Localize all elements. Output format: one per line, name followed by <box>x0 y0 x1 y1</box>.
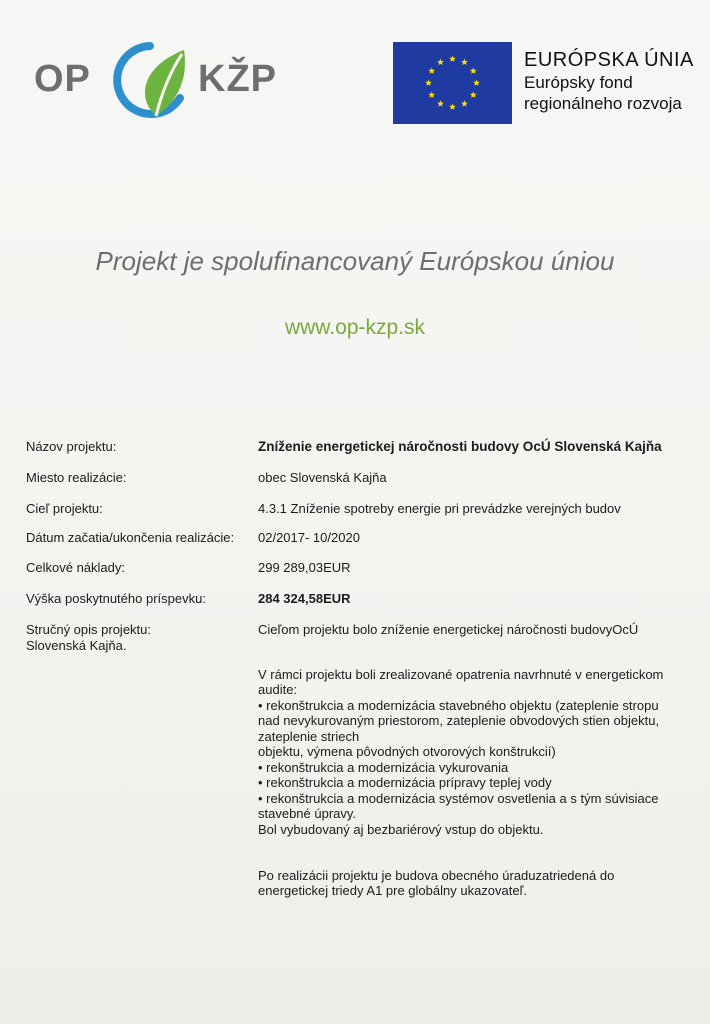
leaf-icon <box>106 36 196 126</box>
detail-label: Výška poskytnutého príspevku: <box>26 591 206 606</box>
detail-value: 4.3.1 Zníženie spotreby energie pri prevádzke verejných budov <box>258 501 621 516</box>
project-description <box>258 651 688 929</box>
kzp-logo-text: KŽP <box>198 58 277 100</box>
detail-label: Názov projektu: <box>26 439 117 454</box>
detail-value: 299 289,03EUR <box>258 560 351 575</box>
detail-value: Cieľom projektu bolo zníženie energetickej náročnosti budovyOcÚ <box>258 622 639 637</box>
description-paragraph: Po realizácii projektu je budova obecného úraduzatriedená do energetickej triedy A1 pre globálny ukazovateľ. <box>258 867 615 898</box>
detail-value: Zníženie energetickej náročnosti budovy OcÚ Slovenská Kajňa <box>258 439 662 454</box>
eu-fund-line1: Európsky fond <box>524 73 633 92</box>
eu-logo-text <box>524 48 710 114</box>
detail-value: 02/2017- 10/2020 <box>258 530 360 545</box>
description-paragraph: V rámci projektu boli zrealizované opatrenia navrhnuté v energetickom audite: • rekonštrukcia a modernizácia stavebného objektu (zateplenie stropu nad nevykurovaným priestorom, zateplenie obvodových stien objektu, zateplenie striech objektu, výmena pôvodných otvorových konštrukcií) • rekonštrukcia a modernizácia vykurovania • rekonštrukcia a modernizácia prípravy teplej vody • rekonštrukcia a modernizácia systémov osvetlenia a s tým súvisiace stavebné úpravy. Bol vybudovaný aj bezbariérový vstup do objektu. <box>258 666 664 837</box>
detail-value: obec Slovenská Kajňa <box>258 470 387 485</box>
eu-title: EURÓPSKA ÚNIA <box>524 49 694 71</box>
detail-label: Celkové náklady: <box>26 560 125 575</box>
eu-fund-line2: regionálneho rozvoja <box>524 94 682 113</box>
eu-flag-icon <box>393 42 512 124</box>
detail-label: Dátum začatia/ukončenia realizácie: <box>26 530 235 545</box>
op-logo-text: OP <box>34 58 91 100</box>
cofinancing-headline: Projekt je spolufinancovaný Európskou úniou <box>95 246 615 276</box>
detail-label: Miesto realizácie: <box>26 470 127 485</box>
op-kzp-logo <box>30 36 290 126</box>
detail-value: 284 324,58EUR <box>258 591 351 606</box>
detail-label: Stručný opis projektu: Slovenská Kajňa. <box>26 622 152 653</box>
website-link[interactable]: www.op-kzp.sk <box>284 316 426 339</box>
detail-label: Cieľ projektu: <box>26 501 103 516</box>
